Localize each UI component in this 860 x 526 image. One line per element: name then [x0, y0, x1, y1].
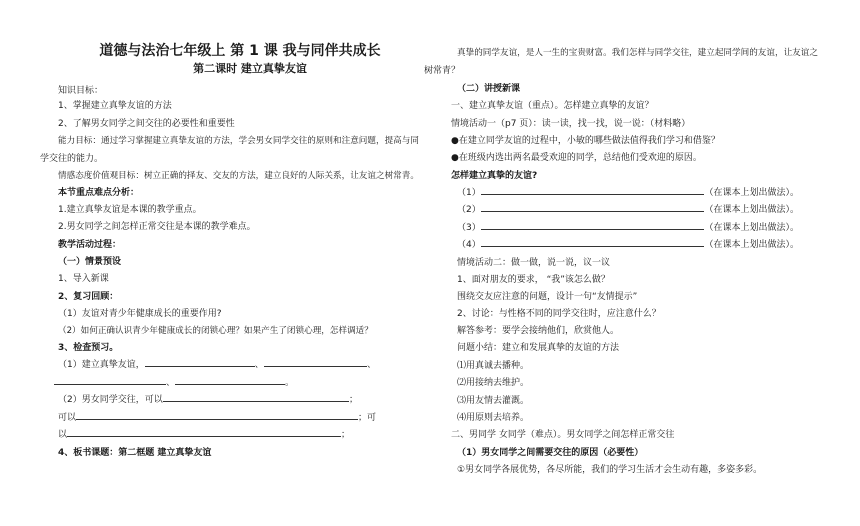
key-point-2: 2.男女同学之间怎样正常交往是本课的教学难点。 [58, 222, 256, 232]
blank-field[interactable] [264, 356, 367, 367]
method-2: ⑵用接纳去维护。 [457, 378, 530, 388]
fill-label: （2） [457, 205, 481, 215]
preview-gender-label: （2）男女同学交往，可以 [58, 395, 163, 405]
intro-paragraph-cont: 树常青？ [424, 66, 461, 76]
method-4: ⑷用原则去培养。 [457, 413, 530, 423]
separator: 、 [254, 360, 264, 370]
fill-label: （4） [457, 240, 481, 250]
separator: ； [348, 395, 358, 405]
blank-field[interactable] [481, 236, 705, 247]
fill-label: （1） [457, 188, 481, 198]
lesson-subtitle: 第二课时 建立真挚友谊 [193, 62, 307, 75]
lesson-title: 道德与法治七年级上 第 1 课 我与同伴共成长 [99, 43, 381, 59]
fill-suffix: （在课本上划出做法）。 [704, 240, 799, 250]
key-point-1: 1.建立真挚友谊是本课的教学重点。 [58, 205, 202, 215]
fill-label: （3） [457, 223, 481, 233]
fill-suffix: （在课本上划出做法）。 [704, 223, 799, 233]
separator: 。 [284, 378, 294, 388]
knowledge-goal-1: 1、掌握建立真挚友谊的方法 [58, 101, 172, 111]
method-fill-4 [457, 236, 799, 255]
part-1-heading: （一）情景预设 [58, 257, 122, 267]
review-question-1: （1）友谊对青少年健康成长的重要作用? [58, 309, 222, 319]
part-2-heading: （二）讲授新课 [457, 84, 521, 94]
blank-field[interactable] [481, 184, 705, 195]
intro-paragraph: 真挚的同学友谊，是人一生的宝贵财富。我们怎样与同学交往，建立起同学间的友谊，让友谊之 [457, 48, 818, 58]
keyi-suffix: ；可 [357, 413, 376, 423]
blank-field[interactable] [481, 219, 705, 230]
activity-2-item-1: 1、面对朋友的要求， “我”该怎么做？ [457, 275, 610, 285]
process-heading: 教学活动过程： [58, 240, 122, 250]
fill-suffix: （在课本上划出做法）。 [704, 188, 799, 198]
keyi-label: 可以 [58, 413, 77, 423]
activity-1-bullet-1: ●在建立同学友谊的过程中，小敏的哪些做法值得我们学习和借鉴？ [451, 136, 720, 146]
section-2-heading: 二、男同学 女同学（难点）。男女同学之间怎样正常交往 [451, 430, 675, 440]
separator: ； [340, 430, 350, 440]
section-1-heading: 一、建立真挚友谊（重点）。怎样建立真挚的友谊？ [451, 101, 654, 111]
blank-field[interactable] [145, 356, 255, 367]
preview-friendship-row [58, 356, 376, 375]
answer-reference: 解答参考：要学会接纳他们，欣赏他人。 [457, 326, 620, 336]
blank-field[interactable] [67, 426, 341, 437]
preview-gender-row [58, 391, 358, 410]
knowledge-goal-heading: 知识目标： [58, 86, 104, 96]
summary: 问题小结：建立和发展真挚的友谊的方法 [457, 343, 620, 353]
review-question-2: （2）如何正确认识青少年健康成长的闭锁心理？如果产生了闭锁心理，怎样调适？ [58, 326, 373, 336]
ability-goal: 能力目标：通过学习掌握建立真挚友谊的方法，学会男女同学交往的原则和注意问题，提高与同 [58, 136, 419, 146]
section-2-subheading: （1）男女同学之间需要交往的原因（必要性） [457, 448, 644, 458]
activity-2-item-2: 2、讨论：与性格不同的同学交往时，应注意什么？ [457, 309, 661, 319]
keyi-label-2: 以 [58, 430, 68, 440]
preview-gender-row-3 [58, 426, 350, 445]
method-fill-2 [457, 201, 799, 220]
activity-2-item-1-detail: 围绕交友应注意的问题，设计一句“友情提示” [457, 292, 638, 302]
blank-field[interactable] [175, 374, 285, 385]
key-points-heading: 本节重点难点分析： [58, 188, 140, 198]
how-heading: 怎样建立真挚的友谊? [451, 171, 538, 181]
fill-suffix: （在课本上划出做法）。 [704, 205, 799, 215]
activity-1: 情境活动一（p7 页）：读一读，找一找，说一说：（材料略） [451, 119, 691, 129]
section-2-item-1: ①男女同学各展优势，各尽所能，我们的学习生活才会生动有趣，多姿多彩。 [457, 465, 763, 475]
activity-1-bullet-2: ●在班级内选出两名最受欢迎的同学，总结他们受欢迎的原因。 [451, 153, 702, 163]
blank-field[interactable] [163, 391, 349, 402]
activity-2: 情境活动二：做一做，说一说，议一议 [457, 258, 611, 268]
preview-friendship-label: （1）建立真挚友谊， [58, 360, 145, 370]
separator: 、 [366, 360, 376, 370]
ability-goal-cont: 学交往的能力。 [40, 154, 104, 164]
emotion-goal: 情感态度价值观目标：树立正确的择友、交友的方法，建立良好的人际关系，让友谊之树常青。 [58, 171, 419, 181]
knowledge-goal-2: 2、了解男女同学之间交往的必要性和重要性 [58, 119, 235, 129]
blank-field[interactable] [481, 201, 705, 212]
separator: 、 [166, 378, 176, 388]
step-preview: 3、检查预习。 [58, 343, 119, 353]
method-3: ⑶用友情去灌溉。 [457, 396, 530, 406]
blank-field[interactable] [54, 374, 166, 385]
step-intro: 1、导入新课 [58, 274, 109, 284]
step-review: 2、复习回顾： [58, 292, 119, 302]
board-title: 4、板书课题：第二框题 建立真挚友谊 [58, 448, 212, 458]
blank-field[interactable] [76, 409, 358, 420]
method-1: ⑴用真诚去播种。 [457, 361, 530, 371]
